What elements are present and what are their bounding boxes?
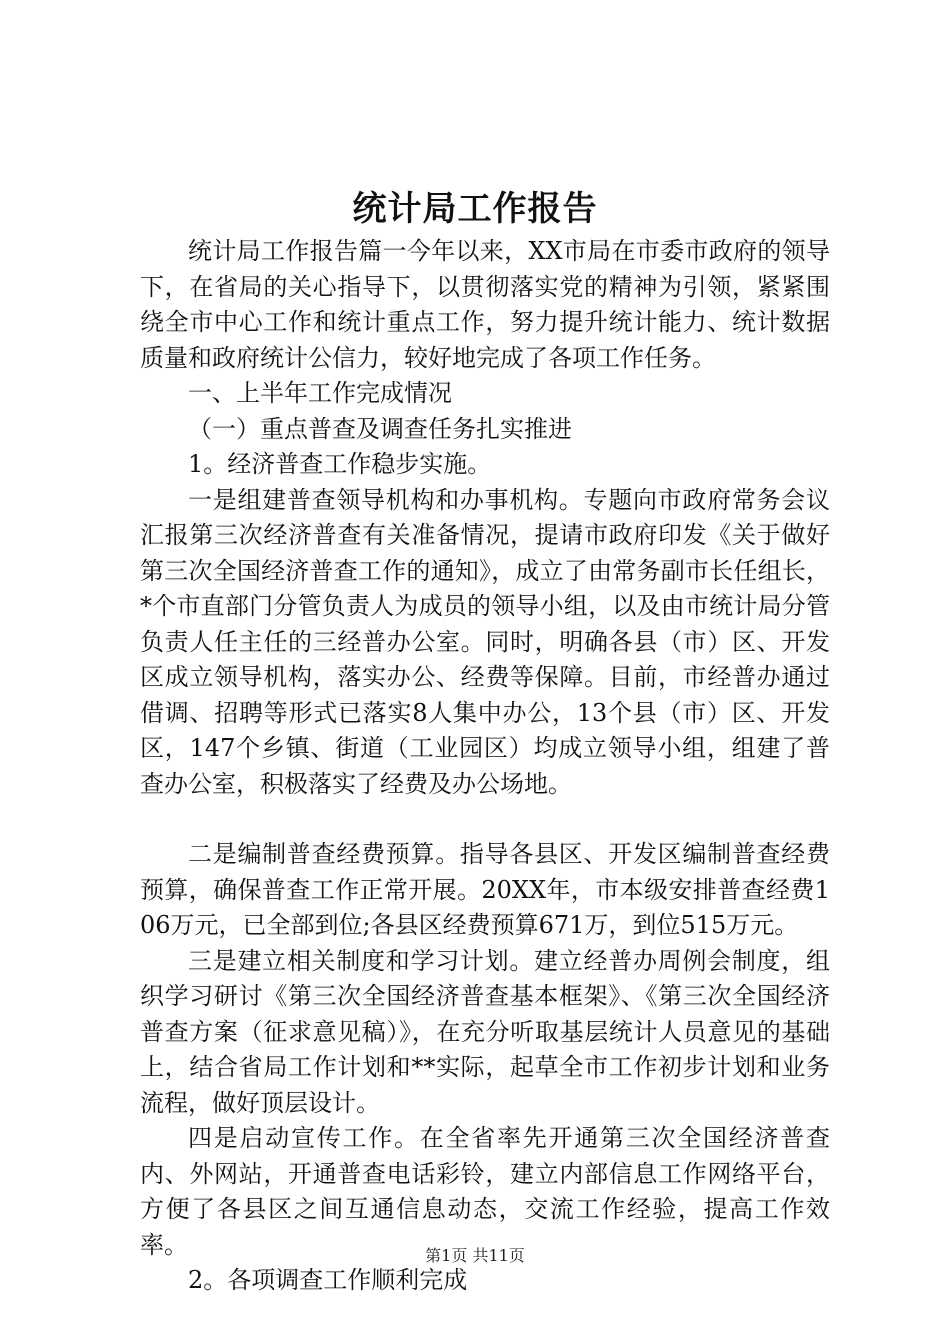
page-indicator: 第1页 共11页 [425,1246,525,1265]
paragraph-point-four: 四是启动宣传工作。在全省率先开通第三次全国经济普查内、外网站，开通普查电话彩铃，建立内部信息工作网络平台，方便了各县区之间互通信息动态，交流工作经验，提高工作效率。 [140,1124,830,1259]
paragraph-point-two: 二是编制普查经费预算。指导各县区、开发区编制普查经费预算，确保普查工作正常开展。20XX年，市本级安排普查经费106万元，已全部到位;各县区经费预算671万，到位515万元。 [140,840,830,939]
paragraph-intro: 统计局工作报告篇一今年以来，XX市局在市委市政府的领导下，在省局的关心指导下，以贯彻落实党的精神为引领，紧紧围绕全市中心工作和统计重点工作，努力提升统计能力、统计数据质量和政府统计公信力，较好地完成了各项工作任务。 [140,237,830,372]
item-heading: 1。经济普查工作稳步实施。 [188,450,492,478]
paragraph-point-one: 一是组建普查领导机构和办事机构。专题向市政府常务会议汇报第三次经济普查有关准备情况，提请市政府印发《关于做好第三次全国经济普查工作的通知》，成立了由常务副市长任组长，*个市直部门分管负责人为成员的领导小组，以及由市统计局分管负责人任主任的三经普办公室。同时，明确各县（市）区、开发区成立领导机构，落实办公、经费等保障。目前，市经普办通过借调、招聘等形式已落实8人集中办公，13个县（市）区、开发区，147个乡镇、街道（工业园区）均成立领导小组，组建了普查办公室，积极落实了经费及办公场地。 [140,485,830,798]
section-heading: 一、上半年工作完成情况 [188,379,452,407]
paragraph-point-three: 三是建立相关制度和学习计划。建立经普办周例会制度，组织学习研讨《第三次全国经济普查基本框架》、《第三次全国经济普查方案（征求意见稿）》，在充分听取基层统计人员意见的基础上，结合省局工作计划和**实际，起草全市工作初步计划和业务流程，做好顶层设计。 [140,946,830,1117]
subsection-heading: （一）重点普查及调查任务扎实推进 [188,414,572,443]
item-heading-two: 2。各项调查工作顺利完成 [188,1266,468,1294]
document-body [140,234,830,1299]
document-title: 统计局工作报告 [352,189,598,229]
